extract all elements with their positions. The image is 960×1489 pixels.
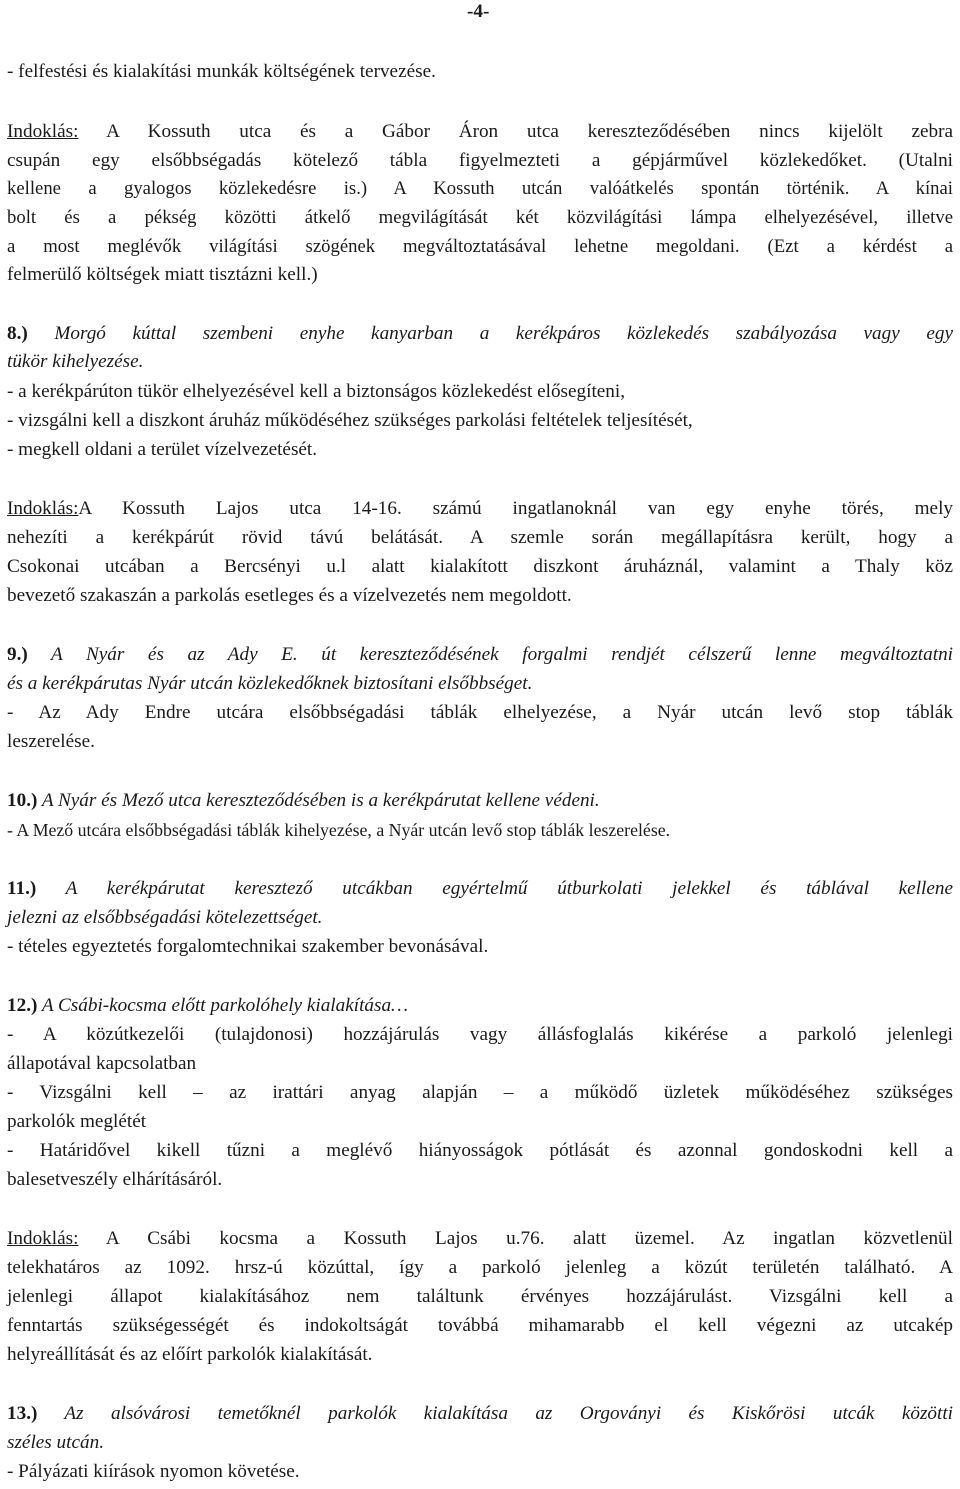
item-number: 8.) bbox=[7, 323, 28, 344]
justification-2-line-3: Csokonai utcában a Bercsényi u.l alatt kialakított diszkont áruháznál, valamint a Thaly köz bbox=[7, 556, 953, 577]
item-12-bullet-1-cont: állapotával kapcsolatban bbox=[7, 1053, 197, 1074]
item-11-bullet-1: - tételes egyeztetés forgalomtechnikai szakember bevonásával. bbox=[7, 936, 489, 957]
item-8-title-line-2: tükör kihelyezése. bbox=[7, 351, 144, 372]
justification-3-line-3: jelenlegi állapot kialakításához nem találtunk érvényes hozzájárulást. Vizsgálni kell a bbox=[7, 1286, 953, 1307]
item-9-title-line-1: 9.) A Nyár és az Ady E. út kereszteződésének forgalmi rendjét célszerű lenne megváltoztatni bbox=[7, 644, 953, 665]
item-11-title-line-1: 11.) A kerékpárutat keresztező utcákban egyértelmű útburkolati jelekkel és táblával kellene bbox=[7, 878, 953, 899]
item-12-bullet-1: - A közútkezelői (tulajdonosi) hozzájárulás vagy állásfoglalás kikérése a parkoló jelenlegi bbox=[7, 1024, 953, 1045]
intro-line: - felfestési és kialakítási munkák költségének tervezése. bbox=[7, 61, 436, 82]
item-number: 12.) bbox=[7, 995, 38, 1016]
item-number: 10.) bbox=[7, 790, 38, 811]
justification-label: Indoklás: bbox=[7, 498, 79, 519]
justification-2-line-1: Indoklás:A Kossuth Lajos utca 14-16. számú ingatlanoknál van egy enyhe törés, mely bbox=[7, 498, 953, 519]
page-number: -4- bbox=[467, 1, 490, 22]
justification-2-line-2: nehezíti a kerékpárút rövid távú belátását. A szemle során megállapításra került, hogy a bbox=[7, 527, 953, 548]
justification-1-line-2: csupán egy elsőbbségadás kötelező tábla figyelmezteti a gépjárművel közlekedőket. (Utalni bbox=[7, 150, 953, 171]
justification-3-line-1: Indoklás: A Csábi kocsma a Kossuth Lajos u.76. alatt üzemel. Az ingatlan közvetlenül bbox=[7, 1228, 953, 1249]
item-9-bullet-1-cont: leszerelése. bbox=[7, 731, 95, 752]
item-8-title-line-1: 8.) Morgó kúttal szembeni enyhe kanyarban a kerékpáros közlekedés szabályozása vagy egy bbox=[7, 323, 953, 344]
item-13-title-line-1: 13.) Az alsóvárosi temetőknél parkolók kialakítása az Orgoványi és Kiskőrösi utcák közötti bbox=[7, 1403, 953, 1424]
item-9-title-line-2: és a kerékpárutas Nyár utcán közlekedőknek biztosítani elsőbbséget. bbox=[7, 673, 533, 694]
item-11-title-line-2: jelezni az elsőbbségadási kötelezettséget. bbox=[7, 907, 323, 928]
justification-3-line-2: telekhatáros az 1092. hrsz-ú közúttal, így a parkoló jelenleg a közút területén található. A bbox=[7, 1257, 953, 1278]
justification-1-line-1: Indoklás: A Kossuth utca és a Gábor Áron utca kereszteződésében nincs kijelölt zebra bbox=[7, 121, 953, 142]
item-number: 11.) bbox=[7, 878, 37, 899]
item-8-bullet-2: - vizsgálni kell a diszkont áruház működéséhez szükséges parkolási feltételek teljesítését, bbox=[7, 410, 693, 431]
item-9-bullet-1: - Az Ady Endre utcára elsőbbségadási táblák elhelyezése, a Nyár utcán levő stop táblák bbox=[7, 702, 953, 723]
justification-2-line-4: bevezető szakaszán a parkolás esetleges és a vízelvezetés nem megoldott. bbox=[7, 585, 572, 606]
item-10-title: 10.) A Nyár és Mező utca kereszteződésében is a kerékpárutat kellene védeni. bbox=[7, 790, 600, 811]
item-12-bullet-3-cont: balesetveszély elhárításáról. bbox=[7, 1169, 223, 1190]
item-12-bullet-3: - Határidővel kikell tűzni a meglévő hiányosságok pótlását és azonnal gondoskodni kell a bbox=[7, 1140, 953, 1161]
item-13-bullet-1: - Pályázati kiírások nyomon követése. bbox=[7, 1461, 300, 1482]
justification-1-line-4: bolt és a pékség közötti átkelő megvilágítását két közvilágítási lámpa elhelyezésével, illetve bbox=[7, 207, 953, 228]
item-12-bullet-2-cont: parkolók meglétét bbox=[7, 1111, 147, 1132]
item-10-bullet-1: - A Mező utcára elsőbbségadási táblák kihelyezése, a Nyár utcán levő stop táblák leszerelése. bbox=[7, 820, 671, 840]
item-number: 9.) bbox=[7, 644, 28, 665]
justification-label: Indoklás: bbox=[7, 121, 79, 142]
justification-label: Indoklás: bbox=[7, 1228, 79, 1249]
item-8-bullet-3: - megkell oldani a terület vízelvezetését. bbox=[7, 439, 318, 460]
item-number: 13.) bbox=[7, 1403, 38, 1424]
item-12-bullet-2: - Vizsgálni kell – az irattári anyag alapján – a működő üzletek működéséhez szükséges bbox=[7, 1082, 953, 1103]
justification-1-line-3: kellene a gyalogos közlekedésre is.) A Kossuth utcán valóátkelés spontán történik. A kínai bbox=[7, 178, 953, 199]
item-13-title-line-2: széles utcán. bbox=[7, 1432, 104, 1453]
justification-1-line-5: a most meglévők világítási szögének megváltoztatásával lehetne megoldani. (Ezt a kérdést a bbox=[7, 236, 953, 257]
justification-1-line-6: felmerülő költségek miatt tisztázni kell.) bbox=[7, 264, 318, 285]
item-8-bullet-1: - a kerékpárúton tükör elhelyezésével kell a biztonságos közlekedést elősegíteni, bbox=[7, 381, 626, 402]
justification-3-line-4: fenntartás szükségességét és indokoltságát továbbá mihamarabb el kell végezni az utcakép bbox=[7, 1315, 953, 1336]
item-12-title: 12.) A Csábi-kocsma előtt parkolóhely kialakítása… bbox=[7, 995, 409, 1016]
justification-3-line-5: helyreállítását és az előírt parkolók kialakítását. bbox=[7, 1344, 373, 1365]
